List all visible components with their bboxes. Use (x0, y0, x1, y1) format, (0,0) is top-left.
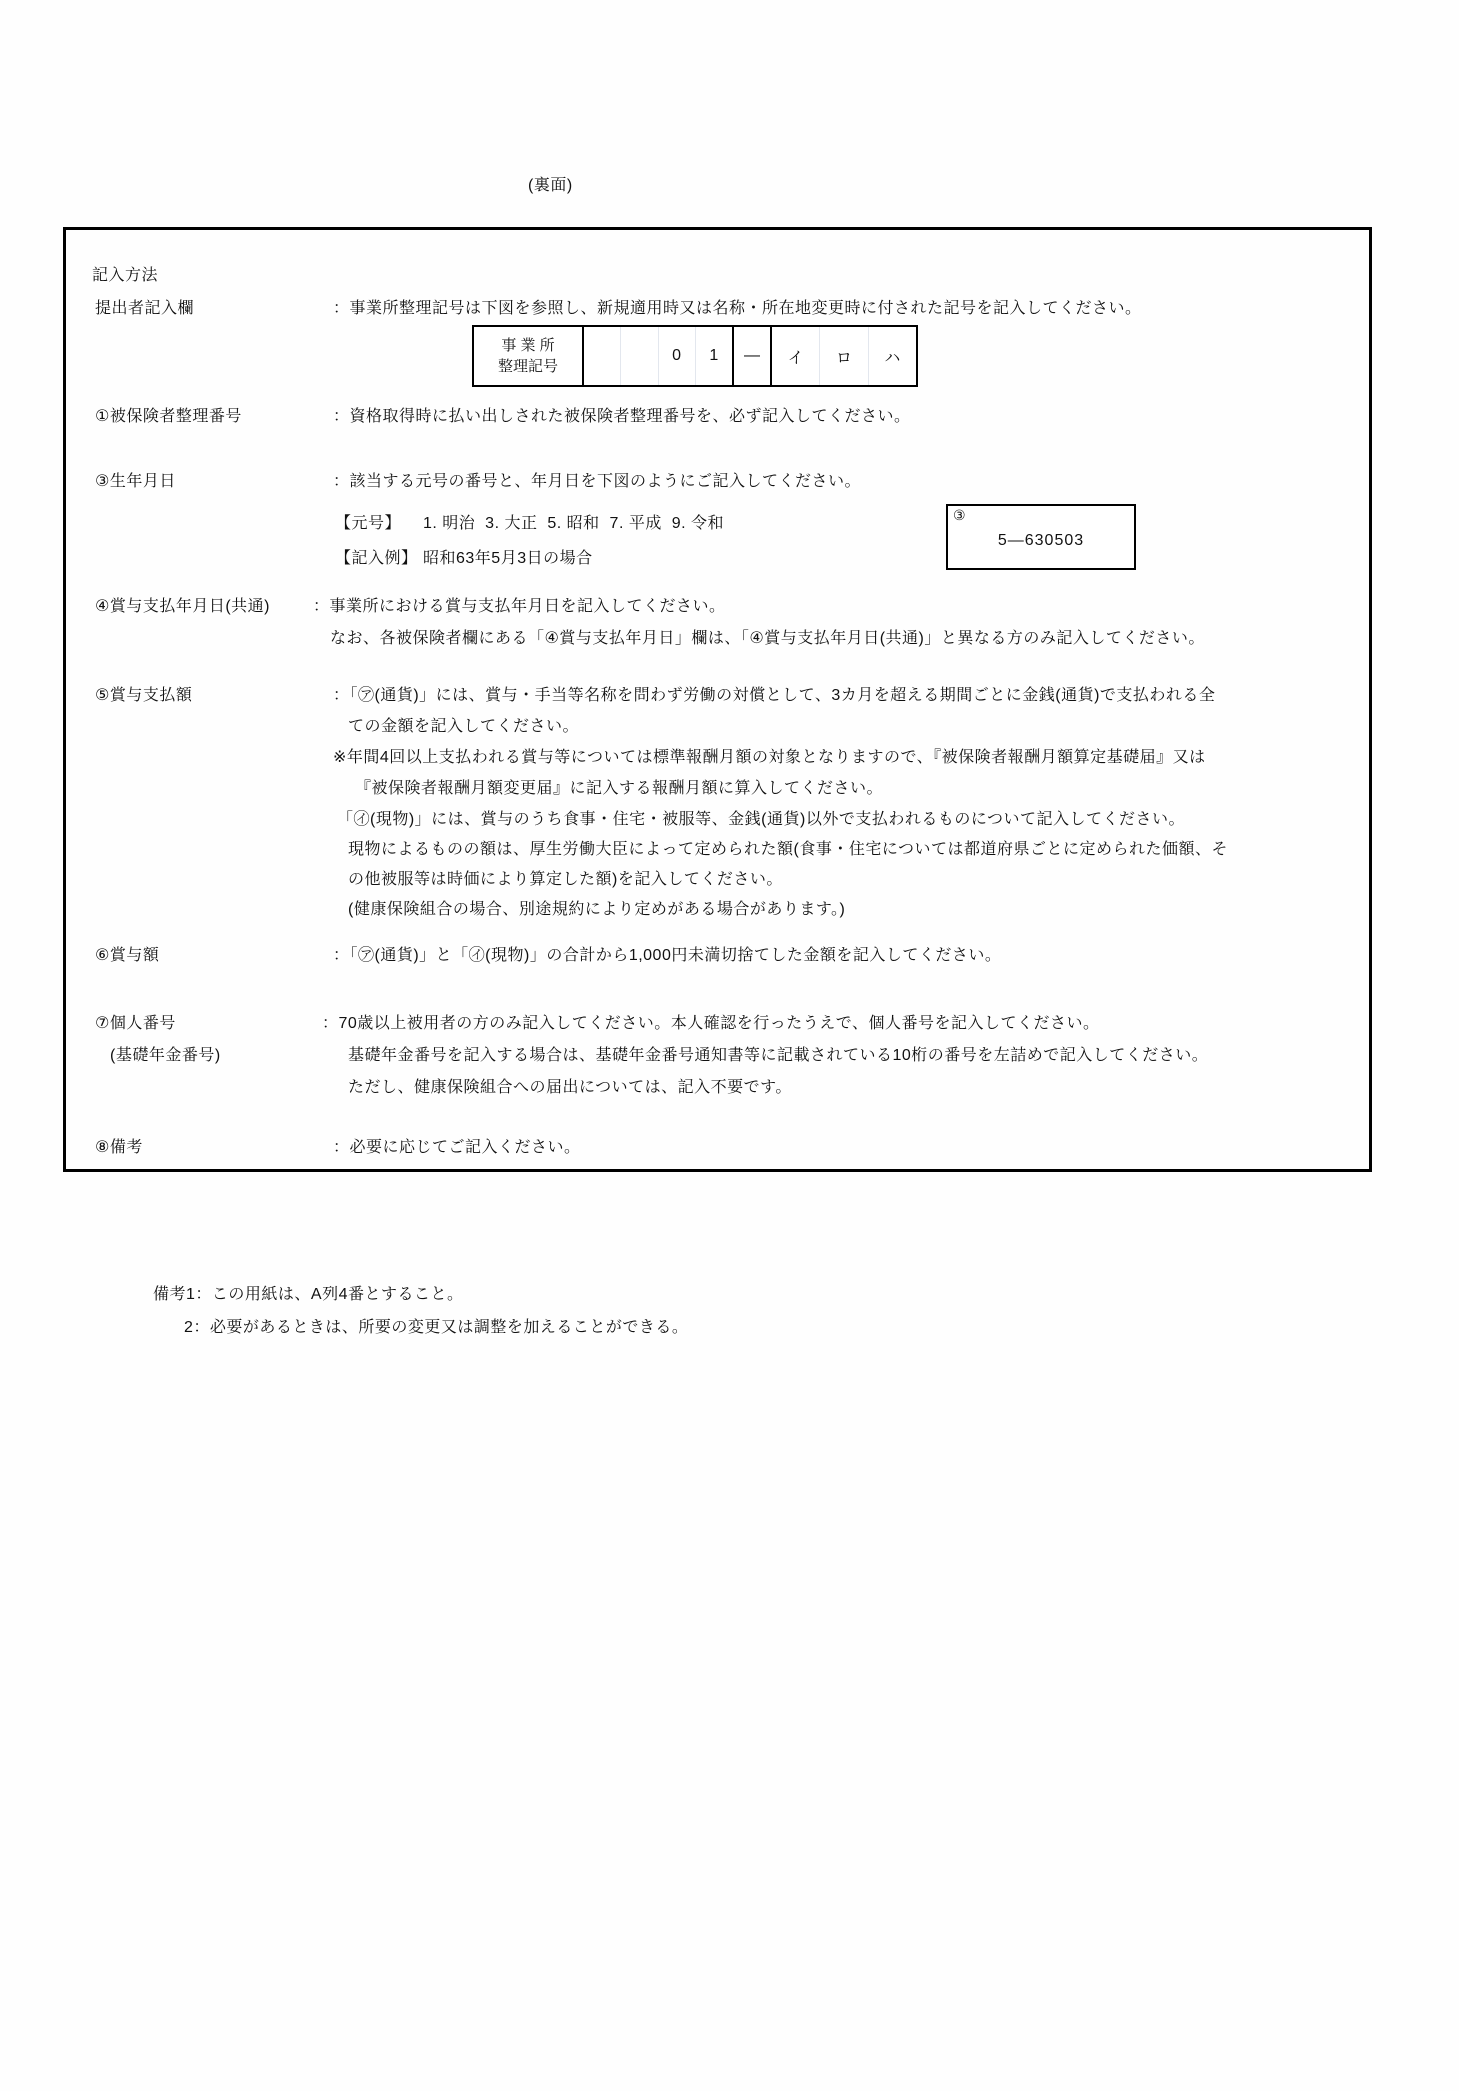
office-code-title-line1: 事 業 所 (501, 337, 555, 354)
era-list: 1. 明治 3. 大正 5. 昭和 7. 平成 9. 令和 (423, 515, 725, 532)
insured-number-label: ①被保険者整理番号 (95, 408, 242, 425)
era-list-label: 【元号】 (335, 515, 402, 532)
office-code-title-line2: 整理記号 (497, 358, 558, 375)
office-code-table-title (474, 327, 584, 385)
sample-box-value: 5―630503 (997, 532, 1085, 549)
office-code-digit-cells (584, 327, 734, 385)
remarks-label: ⑧備考 (95, 1139, 143, 1156)
basic-pension-number-label: (基礎年金番号) (110, 1047, 221, 1064)
submitter-field-text: ：事業所整理記号は下図を参照し、新規適用時又は名称・所在地変更時に付された記号を記入してください。 (333, 300, 1142, 317)
kana-cell: ハ (868, 327, 916, 385)
section-heading: 記入方法 (92, 267, 159, 284)
birthdate-label: ③生年月日 (95, 473, 176, 490)
birthdate-text: ：該当する元号の番号と、年月日を下図のようにご記入してください。 (333, 473, 862, 490)
remarks-text: ：必要に応じてご記入ください。 (333, 1139, 581, 1156)
sample-box-marker: ③ (953, 507, 966, 523)
footnote-line: 2：必要があるときは、所要の変更又は調整を加えることができる。 (184, 1319, 689, 1336)
bonus-amount-label: ⑥賞与額 (95, 947, 160, 964)
digit-cell: 1 (695, 327, 732, 385)
footnote-line: 備考1：この用紙は、A列4番とすること。 (153, 1286, 464, 1303)
entry-example-label: 【記入例】 (335, 550, 418, 567)
pay-date-text: ：事業所における賞与支払年月日を記入してください。 (313, 598, 726, 615)
pay-amount-line: (健康保険組合の場合、別途規約により定めがある場合があります。) (348, 901, 846, 918)
pay-amount-line: ：「㋐(通貨)」には、賞与・手当等名称を問わず労働の対償として、3カ月を超える期間ごとに金銭(通貨)で支払われる全 (333, 687, 1216, 704)
personal-number-line: ただし、健康保険組合への届出については、記入不要です。 (348, 1079, 792, 1096)
kana-cell: イ (787, 349, 804, 367)
office-code-kana-cells (772, 327, 916, 385)
back-side-label: (裏面) (528, 177, 573, 194)
bonus-amount-text: ：「㋐(通貨)」と「㋑(現物)」の合計から1,000円未満切捨てした金額を記入してください。 (333, 947, 1002, 964)
birthdate-sample-box (946, 504, 1136, 570)
pay-amount-line: ※年間4回以上支払われる賞与等については標準報酬月額の対象となりますので、『被保険者報酬月額算定基礎届』又は (333, 749, 1206, 766)
pay-date-label: ④賞与支払年月日(共通) (95, 598, 271, 615)
personal-number-line: ：70歳以上被用者の方のみ記入してください。本人確認を行ったうえで、個人番号を記入してください。 (322, 1015, 1100, 1032)
submitter-field-label: 提出者記入欄 (95, 300, 195, 317)
personal-number-line: 基礎年金番号を記入する場合は、基礎年金番号通知書等に記載されている10桁の番号を左詰めで記入してください。 (348, 1047, 1209, 1064)
office-code-dash-cell (734, 327, 772, 385)
kana-cell: ロ (819, 327, 867, 385)
pay-date-note: なお、各被保険者欄にある「④賞与支払年月日」欄は、「④賞与支払年月日(共通)」と異なる方のみ記入してください。 (330, 630, 1205, 647)
pay-amount-line: 「㋑(現物)」には、賞与のうち食事・住宅・被服等、金銭(通貨)以外で支払われるものについて記入してください。 (337, 811, 1185, 828)
pay-amount-line: 『被保険者報酬月額変更届』に記入する報酬月額に算入してください。 (355, 780, 884, 797)
digit-cell (584, 327, 620, 385)
pay-amount-label: ⑤賞与支払額 (95, 687, 193, 704)
pay-amount-line: の他被服等は時価により算定した額)を記入してください。 (348, 871, 783, 888)
pay-amount-line: ての金額を記入してください。 (348, 718, 580, 735)
office-code-table (472, 325, 918, 387)
insured-number-text: ：資格取得時に払い出しされた被保険者整理番号を、必ず記入してください。 (333, 408, 911, 425)
dash-glyph: ― (744, 347, 760, 364)
digit-cell: 0 (658, 327, 695, 385)
pay-amount-line: 現物によるものの額は、厚生労働大臣によって定められた額(食事・住宅については都道府県ごとに定められた価額、そ (348, 841, 1229, 858)
personal-number-label: ⑦個人番号 (95, 1015, 176, 1032)
digit-cell (620, 327, 657, 385)
entry-example-text: 昭和63年5月3日の場合 (423, 550, 593, 567)
